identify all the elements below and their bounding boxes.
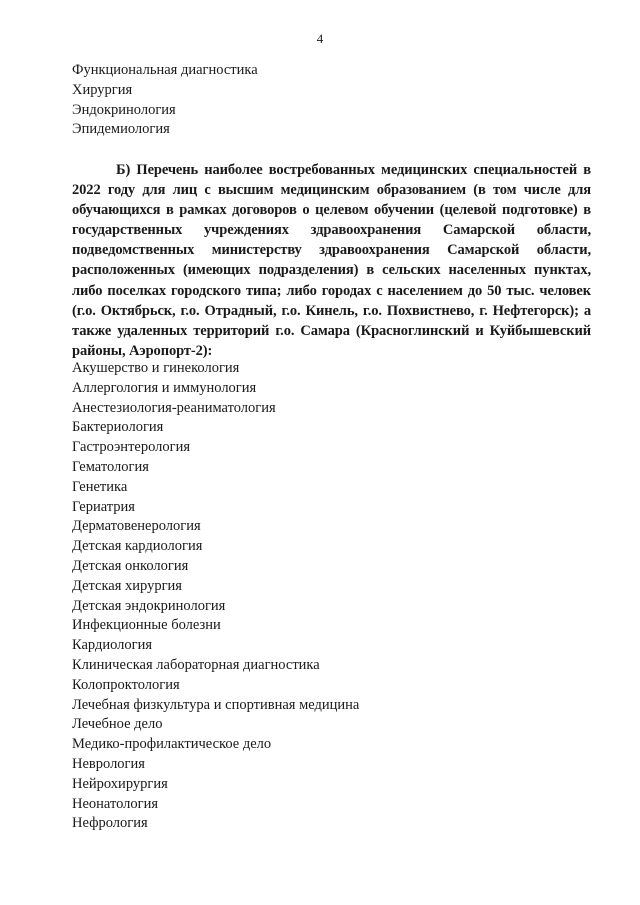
list-item: Детская хирургия <box>72 577 182 594</box>
list-item: Бактериология <box>72 419 164 436</box>
list-item: Детская эндокринология <box>72 597 226 614</box>
list-item: Лечебное дело <box>72 716 163 733</box>
list-item: Эпидемиология <box>72 121 170 138</box>
list-item: Акушерство и гинекология <box>72 360 240 376</box>
list-item: Хирургия <box>72 81 133 98</box>
list-item: Медико-профилактическое дело <box>72 736 272 753</box>
list-item: Дерматовенерология <box>72 518 201 535</box>
specialty-list-continued <box>72 61 258 140</box>
list-item: Анестезиология-реаниматология <box>72 399 276 416</box>
list-item: Детская кардиология <box>72 538 203 555</box>
specialty-list <box>72 359 359 834</box>
list-item: Кардиология <box>72 637 153 654</box>
list-item: Детская онкология <box>72 557 189 574</box>
section-heading: Б) Перечень наиболее востребованных медицинских специальностей в 2022 году для лиц с высшим медицинским образованием (в том числе для обучающихся в рамках договоров о целевом обучении (целевой подготовке) в государственных учреждениях здравоохранения Самарской области, подведомственных министерству здравоохранения Самарской области, расположенных (имеющих подразделения) в сельских населенных пунктах, либо поселках городского типа; либо городах с населением до 50 тыс. человек (г.о. Октябрьск, г.о. Отрадный, г.о. Кинель, г.о. Похвистнево, г. Нефтегорск); а также удаленных территорий г.о. Самара (Красноглинский и Куйбышевский районы, Аэропорт-2): <box>72 162 591 359</box>
list-item: Функциональная диагностика <box>72 62 258 78</box>
list-item: Инфекционные болезни <box>72 617 221 634</box>
list-item: Лечебная физкультура и спортивная медицина <box>72 696 360 713</box>
list-item: Аллергология и иммунология <box>72 379 257 396</box>
list-item: Эндокринология <box>72 101 176 118</box>
list-item: Гастроэнтерология <box>72 439 191 456</box>
list-item: Гериатрия <box>72 498 135 515</box>
list-item: Нефрология <box>72 815 148 832</box>
list-item: Нейрохирургия <box>72 775 168 792</box>
list-item: Неврология <box>72 755 145 772</box>
list-item: Колопроктология <box>72 676 180 693</box>
page-number: 4 <box>316 31 324 46</box>
list-item: Гематология <box>72 458 149 475</box>
list-item: Клиническая лабораторная диагностика <box>72 656 320 673</box>
list-item: Неонатология <box>72 795 159 812</box>
list-item: Генетика <box>72 478 128 495</box>
